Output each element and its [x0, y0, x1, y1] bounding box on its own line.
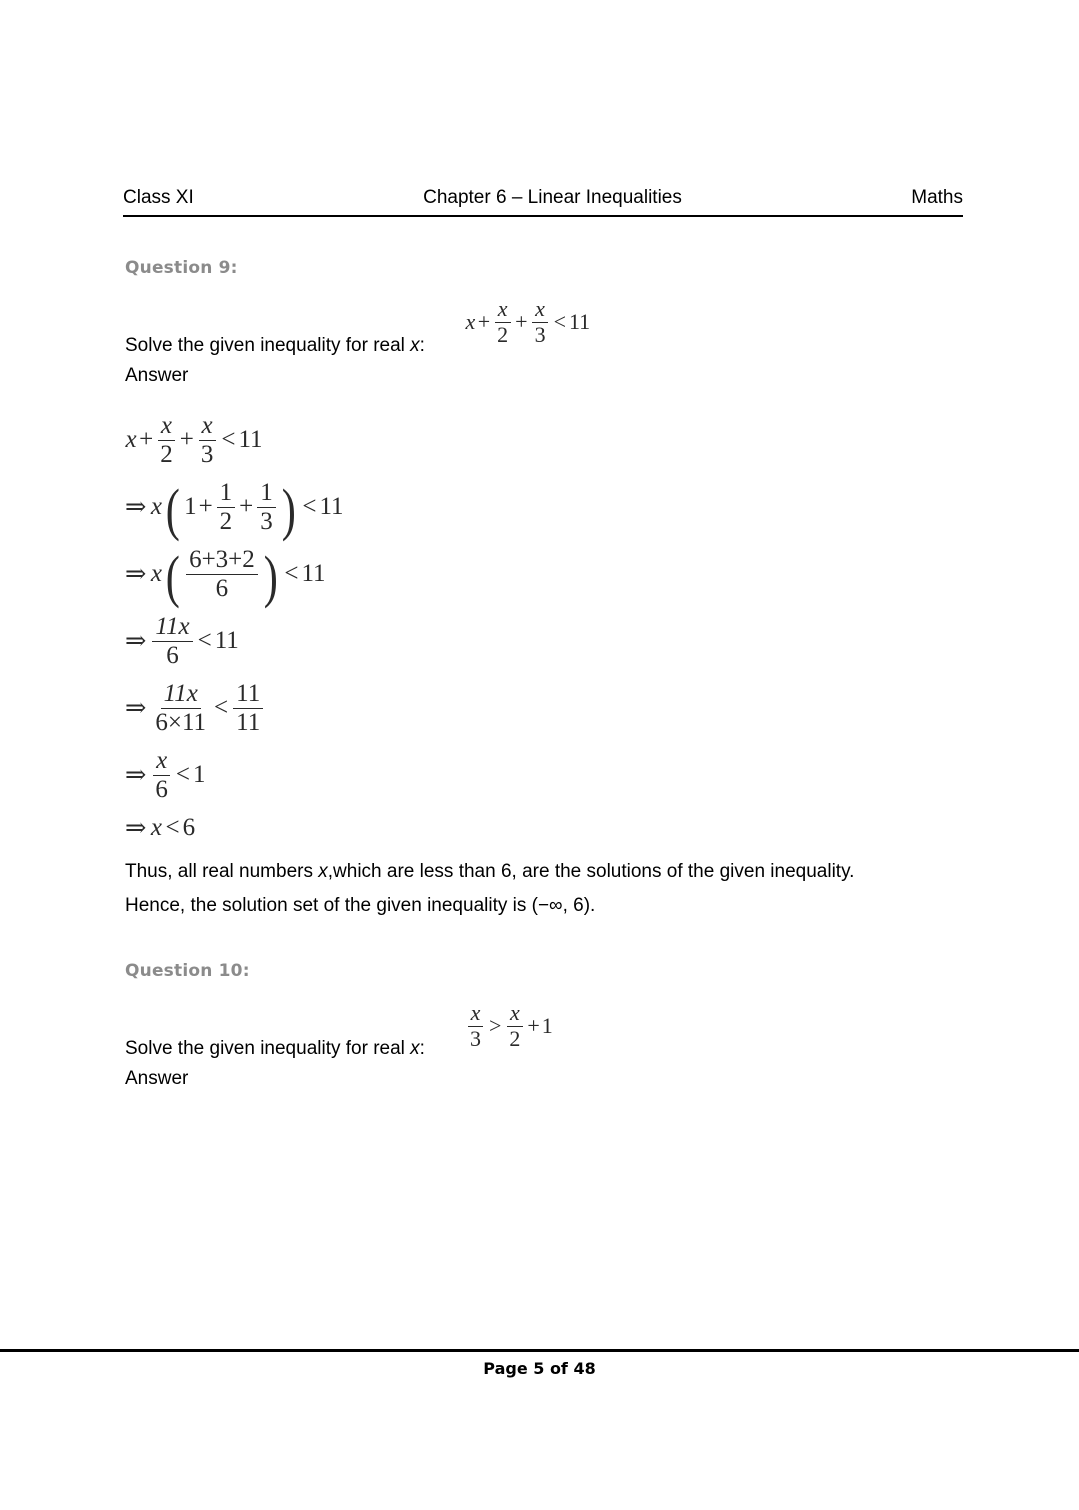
question-10-prompt-suffix: : [419, 1037, 425, 1059]
question-9-heading: Question 9: [125, 258, 238, 278]
s4-implies: ⇒ [125, 626, 147, 656]
eq9p-frac1-den: 2 [497, 321, 509, 347]
s2-f2-den: 3 [260, 507, 273, 535]
s1-lt: < [221, 426, 236, 454]
s2-frac-1-2 [217, 480, 236, 535]
solution-step-1 [125, 413, 965, 468]
s6-f-den: 6 [155, 775, 168, 803]
solution-step-5 [125, 681, 965, 736]
eq9p-x: x [465, 309, 476, 335]
s2-one: 1 [184, 493, 197, 521]
s3-f-num: 6+3+2 [186, 547, 258, 575]
s4-f-num: 11x [152, 614, 192, 642]
running-footer [0, 1349, 1079, 1378]
s4-lt: < [197, 627, 212, 655]
solution-step-4 [125, 614, 965, 669]
solution-step-7-math [125, 813, 195, 843]
eq10p-f1-num: x [468, 1002, 484, 1027]
s6-f-num: x [153, 748, 170, 776]
eq10p-one: 1 [541, 1013, 553, 1039]
conclusion-1-after: ,which are less than 6, are the solutions of the given inequality. [327, 860, 855, 882]
solution-step-2 [125, 476, 965, 542]
header-chapter-title: Chapter 6 – Linear Inequalities [423, 187, 682, 208]
eq10p-frac-x-3 [467, 999, 484, 1051]
conclusion-1-var: x [318, 860, 328, 882]
solution-step-4-math [125, 614, 239, 669]
s4-f-den: 6 [166, 641, 179, 669]
s6-one: 1 [192, 761, 206, 789]
header-subject-label: Maths [911, 187, 963, 208]
s3-x: x [150, 560, 162, 588]
running-header [123, 186, 963, 217]
s7-lt: < [165, 813, 180, 841]
solution-step-6 [125, 748, 965, 803]
question-10-prompt-text [125, 1034, 425, 1064]
s5-f1-num: 11x [161, 681, 201, 709]
eq9p-less-than: < [553, 309, 566, 335]
s2-frac-1-3 [257, 480, 276, 535]
s1-eleven: 11 [238, 426, 263, 454]
eq9p-frac-x-3 [532, 298, 549, 347]
eq10p-f1-den: 3 [469, 1025, 481, 1051]
s2-implies: ⇒ [125, 492, 147, 522]
eq9p-plus-2: + [515, 309, 528, 335]
header-class-label: Class XI [123, 187, 194, 208]
s1-f2-num: x [199, 413, 216, 441]
eq10p-greater-than: > [488, 1013, 502, 1039]
question-10-answer-label: Answer [125, 1067, 189, 1089]
question-9-prompt-variable: x [410, 334, 420, 356]
solution-step-7 [125, 813, 965, 843]
s3-implies: ⇒ [125, 559, 147, 589]
s2-lt: < [302, 493, 317, 521]
s5-implies: ⇒ [125, 693, 147, 723]
conclusion-1-before: Thus, all real numbers [125, 860, 319, 882]
s3-frac-sum-6 [186, 547, 258, 602]
question-9-prompt-text [125, 331, 425, 361]
s2-plus-1: + [198, 493, 213, 521]
s4-eleven: 11 [214, 627, 239, 655]
s3-lt: < [284, 560, 299, 588]
page-number-label: Page 5 of 48 [483, 1359, 596, 1378]
eq9p-frac2-num: x [532, 298, 548, 323]
eq9p-frac2-den: 3 [534, 321, 546, 347]
eq9p-eleven: 11 [568, 309, 591, 335]
s2-plus-2: + [239, 493, 254, 521]
s1-x: x [125, 426, 137, 454]
question-10-prompt-row [125, 999, 965, 1064]
eq10p-plus: + [527, 1013, 540, 1039]
question-9-prompt-prefix: Solve the given inequality for real [125, 334, 411, 356]
question-9-prompt-equation [465, 298, 590, 347]
s6-implies: ⇒ [125, 760, 147, 790]
question-9-prompt-suffix: : [419, 334, 425, 356]
s5-frac-11-11 [233, 681, 263, 736]
s3-eleven: 11 [301, 560, 326, 588]
s1-plus-2: + [179, 426, 194, 454]
s5-f1-den: 6×11 [155, 708, 207, 736]
question-9-solution-steps [125, 413, 965, 843]
s4-frac-11x-6 [152, 614, 192, 669]
s1-frac-x-3 [198, 413, 217, 468]
solution-step-3 [125, 543, 965, 609]
eq10p-frac-x-2 [506, 999, 523, 1051]
question-9-prompt-row [125, 296, 965, 361]
eq9p-plus-1: + [477, 309, 491, 335]
s6-lt: < [175, 761, 190, 789]
s2-eleven: 11 [319, 493, 344, 521]
s5-f2-den: 11 [236, 708, 261, 736]
question-10-heading: Question 10: [125, 960, 250, 981]
s7-x: x [150, 813, 162, 841]
s1-plus-1: + [139, 426, 154, 454]
s1-f2-den: 3 [200, 440, 214, 468]
s1-f1-num: x [158, 413, 175, 441]
eq9p-frac1-num: x [495, 298, 511, 323]
question-block-9 [125, 258, 965, 923]
s3-f-den: 6 [215, 574, 229, 602]
s6-frac-x-6 [152, 748, 171, 803]
solution-step-2-math: ⇒ x ( 1 + $\frac{1}{2}$ + $\frac{1}{3}$ ) < 11 [125, 476, 344, 542]
question-block-10 [125, 961, 965, 1094]
question-9-conclusion-line-2 [125, 889, 965, 923]
s2-x: x [150, 493, 162, 521]
s1-frac-x-2 [157, 413, 176, 468]
question-9-conclusion-line-1 [125, 855, 965, 889]
question-10-prompt-equation [465, 999, 553, 1051]
eq10p-f2-den: 2 [509, 1025, 521, 1051]
question-10-prompt-variable: x [410, 1037, 420, 1059]
s5-frac-11x-6x11 [152, 681, 209, 736]
conclusion-2-before: Hence, the solution set of the given inequality is (−∞, 6). [125, 894, 596, 916]
page-content [125, 258, 965, 1094]
solution-step-3-math: ⇒ x ( $\frac{6+3+2}{6}$ ) < 11 [125, 543, 326, 609]
eq10p-f2-num: x [507, 1002, 523, 1027]
eq9p-frac-x-2 [494, 298, 511, 347]
s5-f2-num: 11 [233, 681, 263, 709]
s7-implies: ⇒ [125, 812, 147, 842]
question-9-answer-label: Answer [125, 364, 189, 386]
s5-lt: < [214, 694, 229, 722]
s1-f1-den: 2 [160, 440, 173, 468]
question-10-prompt-prefix: Solve the given inequality for real [125, 1037, 411, 1059]
s2-f1-num: 1 [217, 480, 236, 508]
solution-step-5-math [125, 681, 265, 736]
s2-f1-den: 2 [219, 507, 233, 535]
solution-step-1-math [125, 413, 263, 468]
solution-step-6-math [125, 748, 205, 803]
s2-f2-num: 1 [257, 480, 276, 508]
s7-six: 6 [182, 813, 196, 841]
